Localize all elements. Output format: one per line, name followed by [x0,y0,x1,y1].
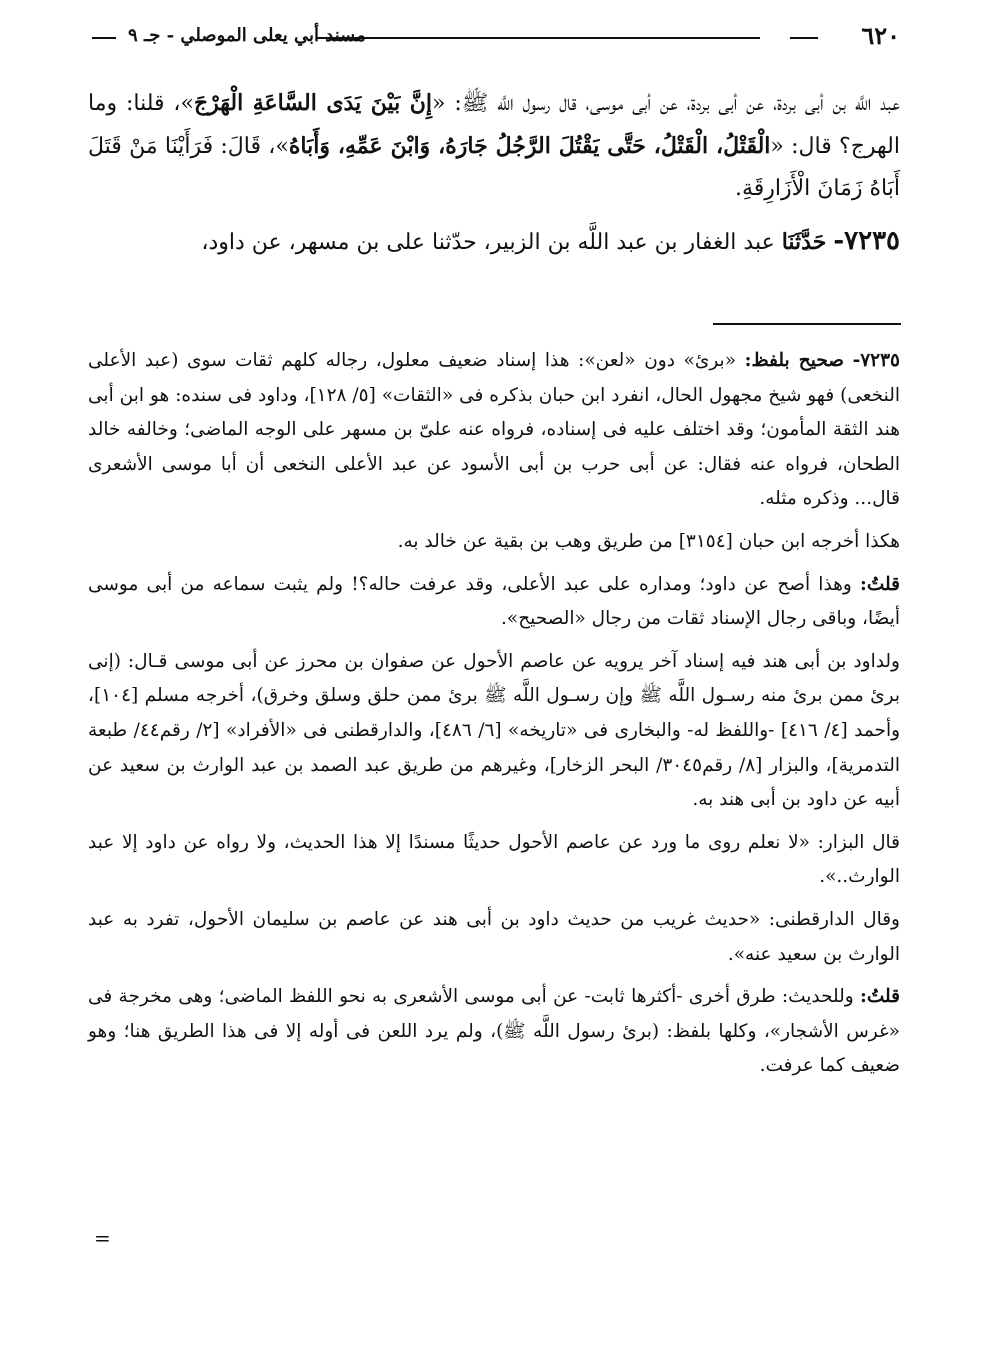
page-header [88,20,900,54]
header-rule-middle [316,37,760,39]
page-number: ٦٢٠ [861,21,900,50]
footnote-paragraph-2 [88,525,900,560]
footnote-paragraph-7 [88,980,900,1084]
footnote-text: ولداود بن أبى هند فيه إسناد آخر يرويه عن عاصم الأحول عن صفوان بن محرز عن أبى موسى قـال: (إنى برئ ممن برئ منه رسـول اللَّه ﷺ وإن رسـول اللَّه ﷺ برئ ممن حلق وسلق وخرق)، أخرجه مسلم [١٠٤]، وأحمد [٤/ ٤١٦] -واللفظ له- والبخارى فى «تاريخه» [٦/ ٤٨٦]، والدارقطنى فى «الأفراد» [٢/ رقم٤٤/ طبعة التدمرية]، والبزار [٨/ رقم٣٠٤٥/ البحر الزخار]، وغيرهم من طريق عبد الصمد بن عبد الوارث بن سعيد عن أبيه عن داود بن أبى هند به. [88,650,901,811]
footnote-paragraph-4 [88,645,900,818]
header-rule-left [92,37,116,39]
narrator-comment: »، قَالَ: فَرَأَيْنَا مَنْ قَتَلَ أَبَاهُ زَمَانَ الْأَزَارِقَةِ. [88,134,900,201]
footnote-number: ٧٢٣٥- [852,350,900,371]
book-title: مسند أبي يعلى الموصلي - جـ ٩ [128,25,366,46]
header-rule-right [790,37,818,39]
next-hadith-paragraph [88,220,900,264]
hadith-number: ٧٢٣٥- [833,226,900,256]
footnote-text: وقال الدارقطنى: «حديث غريب من حديث داود بن أبى هند عن عاصم بن سليمان الأحول، تفرد به عبد الوارث بن سعيد عنه». [88,908,900,965]
footnote-paragraph-6 [88,903,900,972]
qult-label: قلتُ: [860,573,900,595]
main-hadith-text [88,82,900,264]
hadith-intro: حَدَّثَنَا [781,229,827,255]
footnote-text: «برئ» دون «لعن»: هذا إسناد ضعيف معلول، رجاله كلهم ثقات سوى (عبد الأعلى النخعى) فهو شيخ مجهول الحال، انفرد ابن حبان بذكره فى «الثقات» [٥/ ١٢٨]، وداود فى سنده: هو ابن أبى هند الثقة المأمون؛ وقد اختلف عليه فى إسناده، فرواه عنه علىّ بن مسهر على الوجه الماضى؛ وخالفه خالد الطحان، فرواه عنه فقال: عن أبى حرب بن أبى الأسود عن عبد الأعلى النخعى أن أبا موسى الأشعرى قال... وذكره مثله. [88,350,900,510]
continuation-mark: = [94,1226,111,1250]
footnote-text: قال البزار: «لا نعلم روى ما ورد عن عاصم الأحول حديثًا مسندًا إلا هذا الحديث، ولا رواه عن داود إلا عبد الوارث..». [88,831,900,888]
hadith-isnad: عبد الغفار بن عبد اللَّه بن الزبير، حدّثنا على بن مسهر، عن داود، [201,230,775,255]
footnote-text: هكذا أخرجه ابن حبان [٣١٥٤] من طريق وهب بن بقية عن خالد به. [397,530,900,552]
footnotes-section [88,344,900,1092]
footnote-paragraph-3 [88,568,900,637]
isnad-text: عبد اللَّه بن أبى بردة، عن أبى بردة، عن أبى موسى، قال رسول اللَّه ﷺ: « [432,91,900,116]
footnote-text: وللحديث: طرق أخرى -أكثرها ثابت- عن أبى موسى الأشعرى به نحو اللفظ الماضى؛ وهى مخرجة فى «غرس الأشجار»، وكلها بلفظ: (برئ رسول اللَّه ﷺ)، ولم يرد اللعن فى أوله إلا فى هذا الطريق هنا؛ وهو ضعيف كما عرفت. [88,986,900,1077]
footnote-separator [713,323,901,325]
hadith-matn-2: الْقَتْلُ، الْقَتْلُ، حَتَّى يَقْتُلَ الرَّجُلُ جَارَهُ، وَابْنَ عَمِّهِ، وَأَبَاهُ [288,133,771,159]
footnote-paragraph-1 [88,344,900,517]
footnote-text: وهذا أصح عن داود؛ ومداره على عبد الأعلى، وقد عرفت حاله؟! ولم يثبت سماعه من أبى موسى أيضًا، وباقى رجال الإسناد ثقات من رجال «الصحيح». [88,573,900,630]
question-text: »، قلنا: وما الهرج؟ قال: « [88,91,901,159]
hadith-paragraph [88,82,900,210]
hadith-matn-1: إِنَّ بَيْنَ يَدَى السَّاعَةِ الْهَرْجَ [193,90,433,116]
qult-label: قلتُ: [860,986,900,1008]
footnote-paragraph-5 [88,826,900,895]
footnote-grade: صحيح بلفظ: [744,350,844,371]
